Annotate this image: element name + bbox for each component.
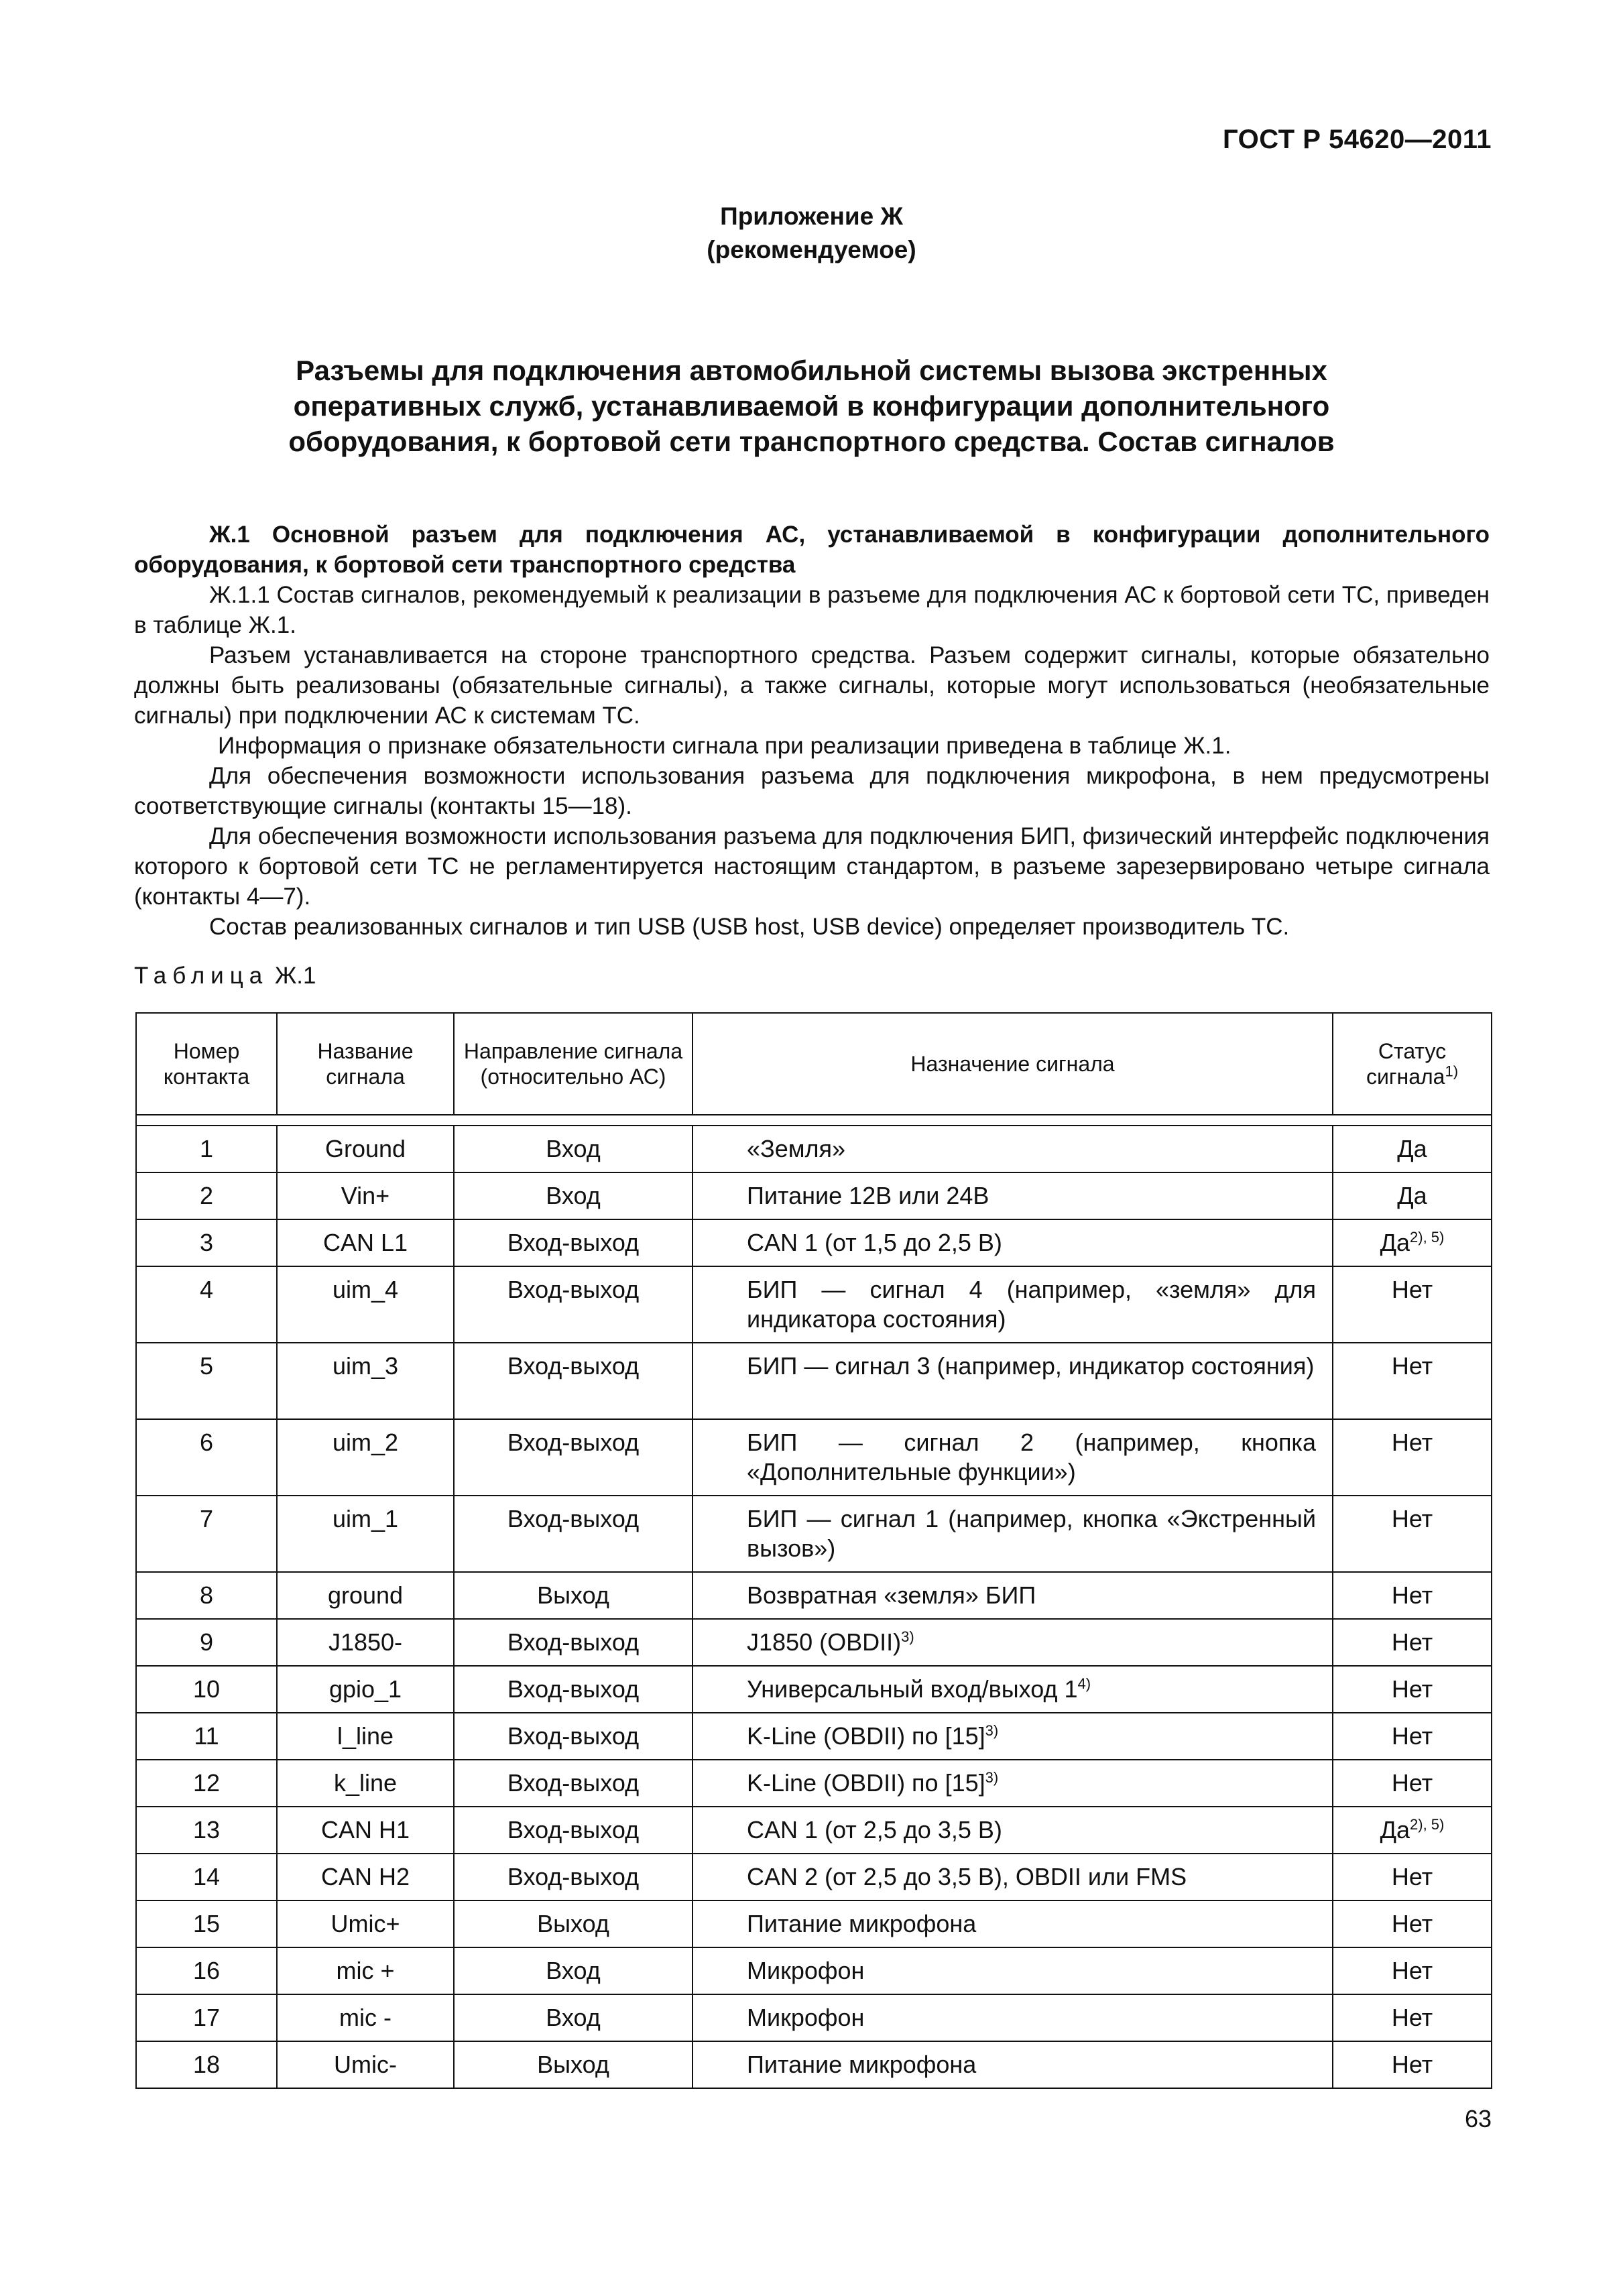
section-heading: Ж.1 Основной разъем для подключения АС, устанавливаемой в конфигурации дополнительного оборудования, к бортовой сети транспортного средства — [134, 522, 1490, 578]
cell-number — [136, 1219, 277, 1266]
cell-status — [1333, 1760, 1492, 1807]
cell-signal-name-text: mic - — [339, 2004, 392, 2031]
cell-direction — [454, 1854, 693, 1900]
cell-purpose — [693, 1266, 1333, 1343]
table-row — [136, 1496, 1492, 1572]
cell-purpose — [693, 1947, 1333, 1994]
cell-purpose — [693, 1496, 1333, 1572]
cell-signal-name — [277, 1666, 454, 1713]
cell-number — [136, 1496, 277, 1572]
cell-status-text: Нет — [1391, 1505, 1433, 1532]
signals-table — [135, 1012, 1492, 2089]
cell-status-text: Да — [1397, 1135, 1427, 1162]
cell-status — [1333, 1666, 1492, 1713]
separator-cell — [136, 1115, 1492, 1126]
cell-status-text: Нет — [1391, 2004, 1433, 2031]
paragraph-1: Ж.1.1 Состав сигналов, рекомендуемый к реализации в разъеме для подключения АС к бортовой сети ТС, приведен в таблице Ж.1. — [134, 582, 1490, 638]
footnote-marker: 3) — [985, 1769, 999, 1786]
cell-purpose — [693, 1666, 1333, 1713]
cell-signal-name-text: uim_4 — [332, 1276, 399, 1303]
cell-purpose — [693, 2041, 1333, 2088]
cell-signal-name — [277, 1496, 454, 1572]
cell-status-text: Да — [1397, 1182, 1427, 1209]
cell-signal-name-text: Vin+ — [341, 1182, 390, 1209]
cell-direction — [454, 1126, 693, 1172]
table-row — [136, 1713, 1492, 1760]
cell-status-text: Нет — [1391, 1722, 1433, 1750]
cell-purpose-text: БИП — сигнал 3 (например, индикатор состояния) — [747, 1352, 1315, 1380]
cell-status — [1333, 1266, 1492, 1343]
table-row — [136, 1572, 1492, 1619]
cell-purpose-text: J1850 (OBDII) — [747, 1628, 902, 1656]
cell-direction-text: Вход-выход — [507, 1722, 640, 1750]
cell-status-text: Нет — [1391, 1957, 1433, 1984]
table-row — [136, 1126, 1492, 1172]
table-row — [136, 1619, 1492, 1666]
cell-number-text: 18 — [192, 2051, 221, 2078]
cell-direction-text: Вход-выход — [507, 1675, 640, 1703]
footnote-marker: 3) — [985, 1722, 999, 1739]
footnote-marker: 3) — [901, 1628, 914, 1645]
cell-purpose-text: Питание микрофона — [747, 2051, 977, 2078]
cell-signal-name — [277, 1219, 454, 1266]
cell-status-text: Нет — [1391, 1352, 1433, 1380]
cell-purpose — [693, 1219, 1333, 1266]
cell-signal-name — [277, 2041, 454, 2088]
cell-signal-name — [277, 1419, 454, 1496]
cell-status — [1333, 1619, 1492, 1666]
table-row — [136, 2041, 1492, 2088]
table-row — [136, 1994, 1492, 2041]
cell-number-text: 16 — [192, 1957, 221, 1984]
cell-direction — [454, 1807, 693, 1854]
cell-number — [136, 1994, 277, 2041]
cell-number-text: 6 — [199, 1429, 214, 1456]
cell-signal-name — [277, 1994, 454, 2041]
cell-number — [136, 1343, 277, 1419]
cell-number-text: 17 — [192, 2004, 221, 2031]
cell-purpose-text: Универсальный вход/выход 1 — [747, 1675, 1078, 1703]
cell-direction — [454, 1619, 693, 1666]
table-row — [136, 1219, 1492, 1266]
table-header-row — [136, 1013, 1492, 1115]
footnote-marker: 4) — [1077, 1675, 1091, 1692]
cell-purpose-text: CAN 1 (от 1,5 до 2,5 В) — [747, 1229, 1002, 1256]
cell-status-text: Нет — [1391, 1581, 1433, 1609]
cell-purpose — [693, 1572, 1333, 1619]
cell-direction — [454, 1713, 693, 1760]
cell-signal-name-text: gpio_1 — [328, 1675, 402, 1703]
cell-number — [136, 1172, 277, 1219]
cell-number — [136, 1666, 277, 1713]
cell-direction-text: Вход-выход — [507, 1816, 640, 1844]
cell-signal-name-text: l_line — [337, 1722, 394, 1750]
cell-direction-text: Вход — [546, 1957, 601, 1984]
cell-direction-text: Вход-выход — [507, 1276, 640, 1303]
cell-direction-text: Выход — [537, 2051, 609, 2078]
header-status-footnote: 1) — [1445, 1063, 1459, 1080]
cell-signal-name-text: Umic+ — [330, 1910, 400, 1937]
cell-purpose-text: Питание микрофона — [747, 1910, 977, 1937]
table-row — [136, 1900, 1492, 1947]
table-caption-label: Таблица — [134, 963, 269, 989]
cell-purpose-text: Микрофон — [747, 1957, 865, 1984]
cell-purpose-text: CAN 1 (от 2,5 до 3,5 В) — [747, 1816, 1002, 1844]
cell-status-text: Нет — [1391, 1628, 1433, 1656]
cell-signal-name — [277, 1760, 454, 1807]
cell-direction-text: Вход — [546, 1135, 601, 1162]
cell-direction-text: Вход-выход — [507, 1505, 640, 1532]
cell-signal-name — [277, 1172, 454, 1219]
footnote-marker: 2), 5) — [1410, 1816, 1445, 1833]
cell-number — [136, 1713, 277, 1760]
cell-signal-name-text: uim_3 — [332, 1352, 399, 1380]
cell-direction-text: Выход — [537, 1581, 609, 1609]
cell-number — [136, 1947, 277, 1994]
cell-purpose — [693, 1854, 1333, 1900]
annex-subtitle: (рекомендуемое) — [707, 236, 916, 263]
cell-signal-name — [277, 1900, 454, 1947]
cell-signal-name — [277, 1854, 454, 1900]
table-row — [136, 1854, 1492, 1900]
table-caption-number: Ж.1 — [274, 963, 316, 989]
page-number: 63 — [1464, 2105, 1492, 2132]
cell-signal-name-text: CAN H2 — [320, 1863, 410, 1890]
paragraph-6: Состав реализованных сигналов и тип USB (USB host, USB device) определяет производитель ТС. — [209, 914, 1290, 940]
cell-direction — [454, 1760, 693, 1807]
cell-direction — [454, 1343, 693, 1419]
cell-status-text: Нет — [1391, 1910, 1433, 1937]
cell-purpose — [693, 1619, 1333, 1666]
cell-direction — [454, 1419, 693, 1496]
cell-status — [1333, 1807, 1492, 1854]
cell-direction — [454, 1947, 693, 1994]
cell-direction — [454, 1900, 693, 1947]
cell-status-text: Нет — [1391, 1769, 1433, 1797]
cell-purpose-text: БИП — сигнал 2 (например, кнопка «Дополнительные функции») — [747, 1429, 1316, 1486]
cell-number — [136, 1760, 277, 1807]
table-row — [136, 1807, 1492, 1854]
cell-signal-name-text: Ground — [324, 1135, 406, 1162]
cell-direction — [454, 1572, 693, 1619]
cell-status — [1333, 1947, 1492, 1994]
cell-purpose-text: БИП — сигнал 4 (например, «земля» для индикатора состояния) — [747, 1276, 1316, 1333]
cell-number-text: 3 — [199, 1229, 214, 1256]
cell-status — [1333, 1126, 1492, 1172]
table-row — [136, 1760, 1492, 1807]
cell-direction — [454, 1666, 693, 1713]
cell-direction-text: Вход-выход — [507, 1769, 640, 1797]
cell-signal-name-text: uim_2 — [332, 1429, 399, 1456]
cell-signal-name-text: CAN L1 — [322, 1229, 408, 1256]
header-purpose: Назначение сигнала — [693, 1013, 1333, 1115]
cell-status-text: Нет — [1391, 1675, 1433, 1703]
cell-number-text: 5 — [199, 1352, 214, 1380]
cell-direction-text: Вход — [546, 1182, 601, 1209]
cell-purpose — [693, 1713, 1333, 1760]
cell-purpose-text: K-Line (OBDII) по [15] — [747, 1769, 985, 1797]
cell-signal-name — [277, 1572, 454, 1619]
cell-signal-name — [277, 1947, 454, 1994]
cell-signal-name — [277, 1713, 454, 1760]
cell-status — [1333, 1994, 1492, 2041]
cell-status — [1333, 1343, 1492, 1419]
cell-status — [1333, 1900, 1492, 1947]
cell-number — [136, 1807, 277, 1854]
cell-direction-text: Вход-выход — [507, 1628, 640, 1656]
cell-purpose-text: CAN 2 (от 2,5 до 3,5 В), OBDII или FMS — [747, 1863, 1187, 1890]
cell-direction-text: Вход-выход — [507, 1429, 640, 1456]
cell-direction — [454, 1496, 693, 1572]
cell-direction — [454, 1219, 693, 1266]
cell-status — [1333, 2041, 1492, 2088]
cell-signal-name — [277, 1619, 454, 1666]
cell-status — [1333, 1572, 1492, 1619]
cell-number — [136, 2041, 277, 2088]
table-row — [136, 1266, 1492, 1343]
cell-direction-text: Вход-выход — [507, 1352, 640, 1380]
cell-number-text: 9 — [199, 1628, 214, 1656]
cell-purpose-text: Возвратная «земля» БИП — [747, 1581, 1036, 1609]
cell-direction — [454, 1172, 693, 1219]
cell-number-text: 15 — [192, 1910, 221, 1937]
cell-purpose-text: БИП — сигнал 1 (например, кнопка «Экстренный вызов») — [747, 1505, 1316, 1562]
cell-purpose-text: K-Line (OBDII) по [15] — [747, 1722, 985, 1750]
cell-number-text: 14 — [192, 1863, 221, 1890]
cell-purpose — [693, 1994, 1333, 2041]
cell-signal-name-text: CAN H1 — [320, 1816, 410, 1844]
cell-direction-text: Выход — [537, 1910, 609, 1937]
cell-signal-name-text: Umic- — [334, 2051, 397, 2078]
cell-purpose-text: Микрофон — [747, 2004, 865, 2031]
cell-number — [136, 1900, 277, 1947]
footnote-marker: 2), 5) — [1410, 1229, 1445, 1246]
paragraph-4: Для обеспечения возможности использования разъема для подключения микрофона, в нем предусмотрены соответствующие сигналы (контакты 15—18). — [134, 763, 1490, 819]
cell-purpose — [693, 1126, 1333, 1172]
cell-purpose — [693, 1760, 1333, 1807]
cell-number-text: 8 — [199, 1581, 214, 1609]
cell-status-text: Нет — [1391, 1276, 1433, 1303]
cell-status — [1333, 1713, 1492, 1760]
cell-signal-name-text: k_line — [333, 1769, 398, 1797]
header-name: Название сигнала — [277, 1013, 454, 1115]
document-code: ГОСТ Р 54620—2011 — [1223, 125, 1492, 154]
cell-status — [1333, 1496, 1492, 1572]
cell-direction — [454, 1994, 693, 2041]
cell-status-text: Да — [1380, 1229, 1410, 1256]
cell-number-text: 10 — [192, 1675, 221, 1703]
header-separator — [136, 1115, 1492, 1126]
cell-direction — [454, 2041, 693, 2088]
cell-number-text: 2 — [199, 1182, 214, 1209]
cell-purpose-text: «Земля» — [747, 1135, 846, 1162]
cell-status — [1333, 1854, 1492, 1900]
header-number: Номер контакта — [136, 1013, 277, 1115]
cell-status-text: Нет — [1391, 2051, 1433, 2078]
cell-number-text: 12 — [192, 1769, 221, 1797]
cell-status-text: Нет — [1391, 1429, 1433, 1456]
cell-number — [136, 1419, 277, 1496]
annex-title: Приложение Ж — [720, 202, 903, 230]
cell-direction-text: Вход — [546, 2004, 601, 2031]
cell-number-text: 11 — [194, 1722, 219, 1750]
table-caption — [134, 963, 316, 989]
cell-number-text: 1 — [199, 1135, 214, 1162]
cell-number — [136, 1854, 277, 1900]
table-row — [136, 1343, 1492, 1419]
cell-purpose — [693, 1172, 1333, 1219]
header-direction: Направление сигнала (относительно АС) — [454, 1013, 693, 1115]
cell-signal-name-text: ground — [327, 1581, 404, 1609]
cell-status-text: Да — [1380, 1816, 1410, 1844]
cell-signal-name-text: J1850- — [328, 1628, 403, 1656]
paragraph-3: Информация о признаке обязательности сигнала при реализации приведена в таблице Ж.1. — [218, 733, 1231, 759]
cell-purpose — [693, 1807, 1333, 1854]
table-row — [136, 1666, 1492, 1713]
cell-number — [136, 1572, 277, 1619]
cell-signal-name — [277, 1343, 454, 1419]
cell-purpose — [693, 1343, 1333, 1419]
cell-number — [136, 1126, 277, 1172]
table-row — [136, 1947, 1492, 1994]
cell-signal-name — [277, 1266, 454, 1343]
cell-number — [136, 1266, 277, 1343]
cell-number-text: 7 — [199, 1505, 214, 1532]
cell-signal-name — [277, 1807, 454, 1854]
cell-direction — [454, 1266, 693, 1343]
cell-purpose-text: Питание 12В или 24В — [747, 1182, 989, 1209]
annex-heading: Разъемы для подключения автомобильной системы вызова экстренных оперативных служб, устанавливаемой в конфигурации дополнительного оборудования, к бортовой сети транспортного средства. Состав сигналов — [288, 355, 1335, 457]
cell-status — [1333, 1219, 1492, 1266]
paragraph-2: Разъем устанавливается на стороне транспортного средства. Разъем содержит сигналы, которые обязательно должны быть реализованы (обязательные сигналы), а также сигналы, которые могут использоваться (необязательные сигналы) при подключении АС к системам ТС. — [134, 642, 1490, 729]
cell-status — [1333, 1419, 1492, 1496]
cell-signal-name-text: mic + — [336, 1957, 395, 1984]
cell-number — [136, 1619, 277, 1666]
header-status — [1333, 1013, 1492, 1115]
header-status-label: Статус сигнала — [1366, 1039, 1447, 1089]
cell-status-text: Нет — [1391, 1863, 1433, 1890]
cell-number-text: 4 — [199, 1276, 214, 1303]
cell-signal-name-text: uim_1 — [332, 1505, 399, 1532]
cell-purpose — [693, 1900, 1333, 1947]
cell-purpose — [693, 1419, 1333, 1496]
cell-direction-text: Вход-выход — [507, 1229, 640, 1256]
cell-number-text: 13 — [192, 1816, 221, 1844]
cell-direction-text: Вход-выход — [507, 1863, 640, 1890]
paragraph-5: Для обеспечения возможности использования разъема для подключения БИП, физический интерфейс подключения которого к бортовой сети ТС не регламентируется настоящим стандартом, в разъеме зарезервировано четыре сигнала (контакты 4—7). — [134, 823, 1490, 910]
table-row — [136, 1419, 1492, 1496]
cell-signal-name — [277, 1126, 454, 1172]
table-row — [136, 1172, 1492, 1219]
cell-status — [1333, 1172, 1492, 1219]
